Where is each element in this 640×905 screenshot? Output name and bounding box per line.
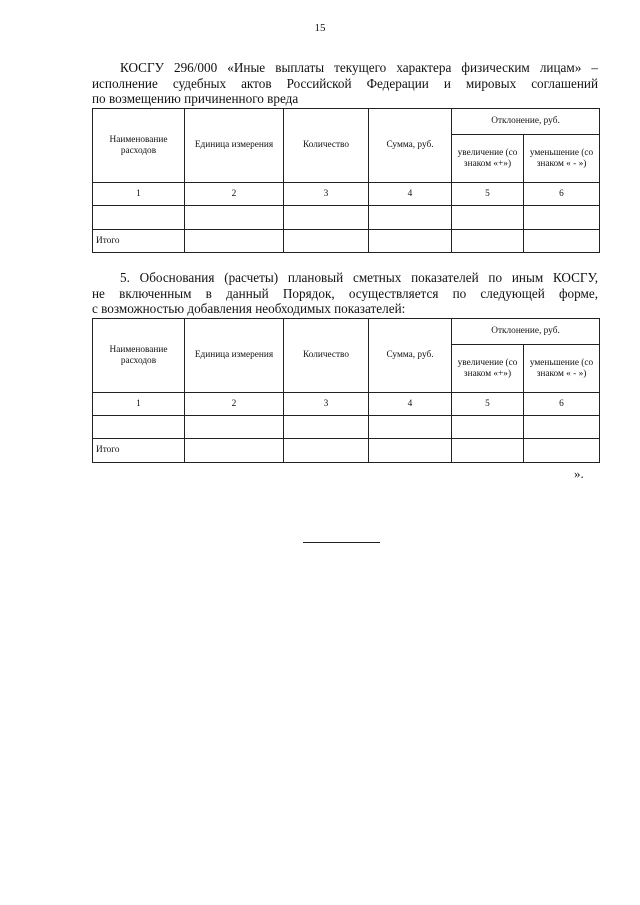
section1-line-1: КОСГУ 296/000 «Иные выплаты текущего характера физическим лицам» – xyxy=(120,60,598,75)
table-cell xyxy=(369,206,452,230)
table-total-row xyxy=(93,439,600,463)
column-number: 2 xyxy=(185,183,284,206)
table-cell xyxy=(452,230,524,253)
table-cell xyxy=(185,206,284,230)
table-cell xyxy=(369,416,452,439)
table-cell xyxy=(185,230,284,253)
column-number: 6 xyxy=(524,393,600,416)
header-increase: увеличение (со знаком «+») xyxy=(452,135,524,183)
column-number: 3 xyxy=(284,393,369,416)
table-cell xyxy=(185,439,284,463)
section2-heading xyxy=(92,270,598,317)
table-header-row xyxy=(93,109,600,135)
table-cell xyxy=(524,439,600,463)
column-number: 3 xyxy=(284,183,369,206)
column-number: 4 xyxy=(369,393,452,416)
header-name: Наименование расходов xyxy=(93,109,185,183)
page-number: 15 xyxy=(314,22,326,34)
column-number: 1 xyxy=(93,393,185,416)
table-cell xyxy=(524,206,600,230)
table-number-row xyxy=(93,393,600,416)
section2-line-3: с возможностью добавления необходимых показателей: xyxy=(92,301,406,316)
section1-table xyxy=(92,108,600,253)
header-unit: Единица измерения xyxy=(185,109,284,183)
column-number: 5 xyxy=(452,183,524,206)
table-cell xyxy=(284,230,369,253)
table-cell xyxy=(185,416,284,439)
total-label: Итого xyxy=(93,439,185,463)
table-cell xyxy=(452,439,524,463)
section2-line-2: не включенным в данный Порядок, осуществляется по следующей форме, xyxy=(92,285,598,301)
table-cell xyxy=(452,206,524,230)
table-cell xyxy=(369,230,452,253)
table-cell xyxy=(284,439,369,463)
end-rule xyxy=(303,542,380,543)
table-row xyxy=(93,206,600,230)
table-cell xyxy=(524,230,600,253)
total-label: Итого xyxy=(93,230,185,253)
section2-line-1: 5. Обоснования (расчеты) плановый сметных показателей по иным КОСГУ, xyxy=(120,270,598,285)
header-quantity: Количество xyxy=(284,109,369,183)
table-row xyxy=(93,416,600,439)
header-unit: Единица измерения xyxy=(185,319,284,393)
header-deviation: Отклонение, руб. xyxy=(452,109,600,135)
header-sum: Сумма, руб. xyxy=(369,319,452,393)
header-quantity: Количество xyxy=(284,319,369,393)
column-number: 6 xyxy=(524,183,600,206)
column-number: 1 xyxy=(93,183,185,206)
header-decrease: уменьшение (со знаком « - ») xyxy=(524,135,600,183)
table-cell xyxy=(452,416,524,439)
section1-line-3: по возмещению причиненного вреда xyxy=(92,91,299,106)
column-number: 2 xyxy=(185,393,284,416)
table-cell xyxy=(369,439,452,463)
table-number-row xyxy=(93,183,600,206)
closing-quote-mark: ». xyxy=(574,466,584,481)
table-total-row xyxy=(93,230,600,253)
table-cell xyxy=(93,416,185,439)
section1-line-2: исполнение судебных актов Российской Федерации и мировых соглашений xyxy=(92,75,598,91)
table-cell xyxy=(284,206,369,230)
header-increase: увеличение (со знаком «+») xyxy=(452,345,524,393)
table-cell xyxy=(93,206,185,230)
header-sum: Сумма, руб. xyxy=(369,109,452,183)
table-cell xyxy=(524,416,600,439)
section2-table xyxy=(92,318,600,463)
header-name: Наименование расходов xyxy=(93,319,185,393)
table-header-row xyxy=(93,319,600,345)
section1-heading xyxy=(92,60,598,107)
column-number: 5 xyxy=(452,393,524,416)
header-decrease: уменьшение (со знаком « - ») xyxy=(524,345,600,393)
header-deviation: Отклонение, руб. xyxy=(452,319,600,345)
column-number: 4 xyxy=(369,183,452,206)
table-cell xyxy=(284,416,369,439)
